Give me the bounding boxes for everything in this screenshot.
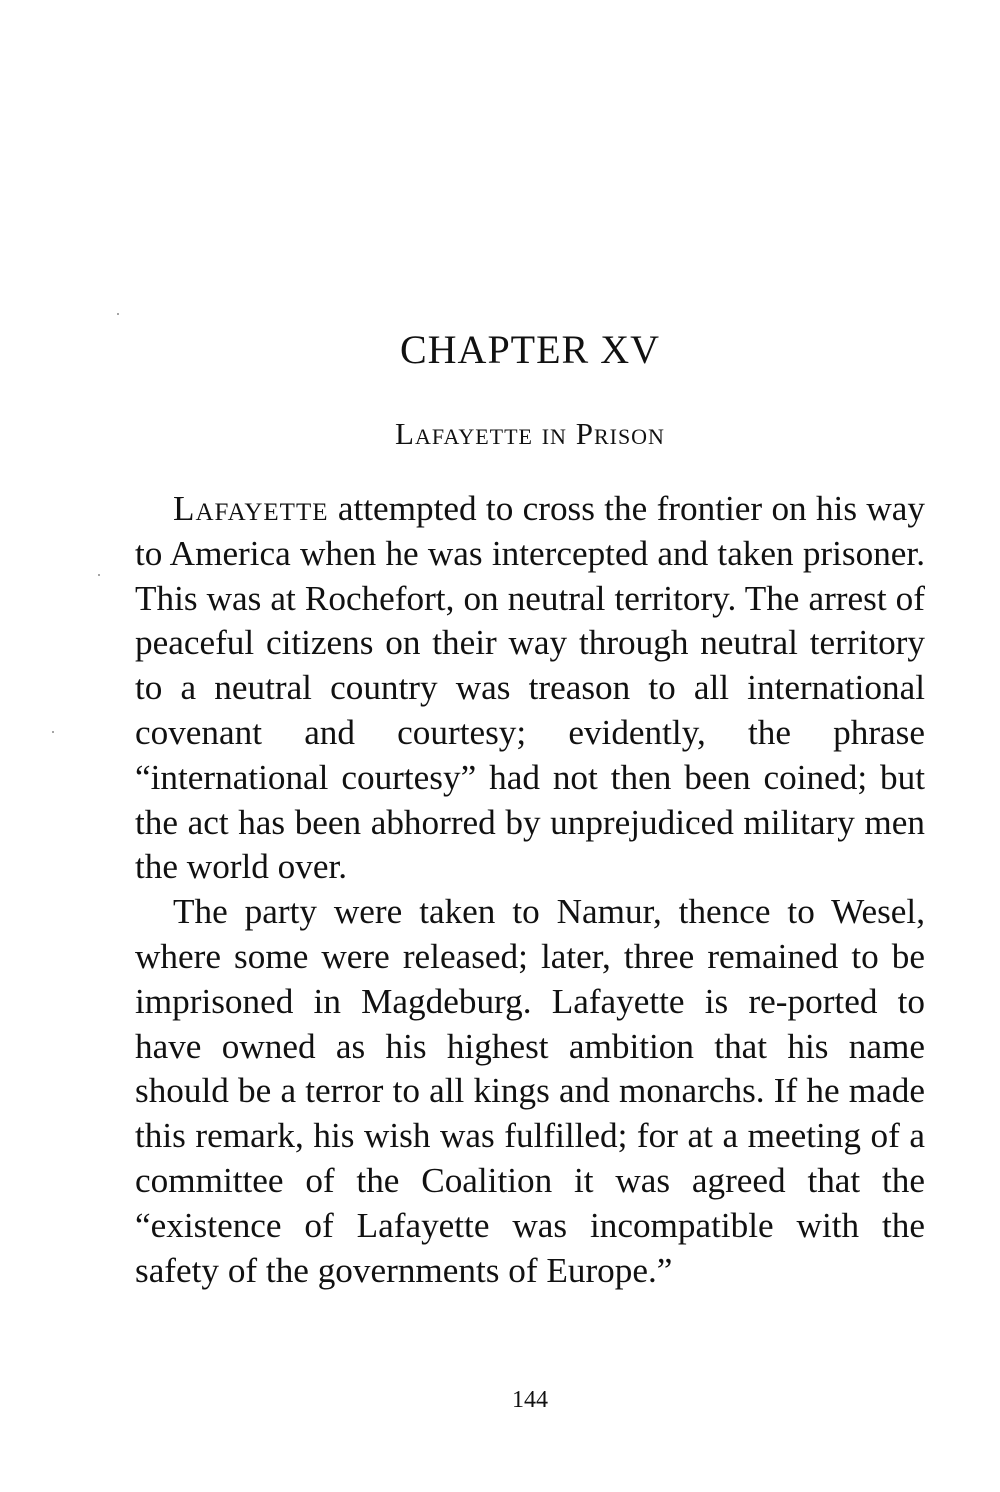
paragraph-lead-word: Lafayette <box>173 489 329 528</box>
chapter-subtitle: Lafayette in Prison <box>395 416 665 451</box>
scan-speck <box>98 574 100 576</box>
page-number: 144 <box>512 1387 548 1413</box>
paragraph-1 <box>135 487 925 890</box>
chapter-heading: CHAPTER XV <box>399 327 661 372</box>
paragraph-1-text: attempted to cross the frontier on his way to America when he was intercepted and taken prisoner. This was at Rochefort, on neutral territory. The arrest of peaceful citizens on their way through neutral territory to a neutral country was treason to all international covenant and courtesy; evidently, the phrase “international courtesy” had not then been coined; but the act has been abhorred by unprejudiced military men the world over. <box>135 489 925 887</box>
scan-speck <box>117 313 119 315</box>
paragraph-2: The party were taken to Namur, thence to Wesel, where some were released; later, three remained to be imprisoned in Magdeburg. Lafayette is re-ported to have owned as his highest ambition that his name should be a terror to all kings and monarchs. If he made this remark, his wish was fulfilled; for at a meeting of a committee of the Coalition it was agreed that the “existence of Lafayette was incompatible with the safety of the governments of Europe.” <box>135 892 925 1290</box>
chapter-body <box>135 487 925 1293</box>
scan-speck <box>52 731 54 733</box>
